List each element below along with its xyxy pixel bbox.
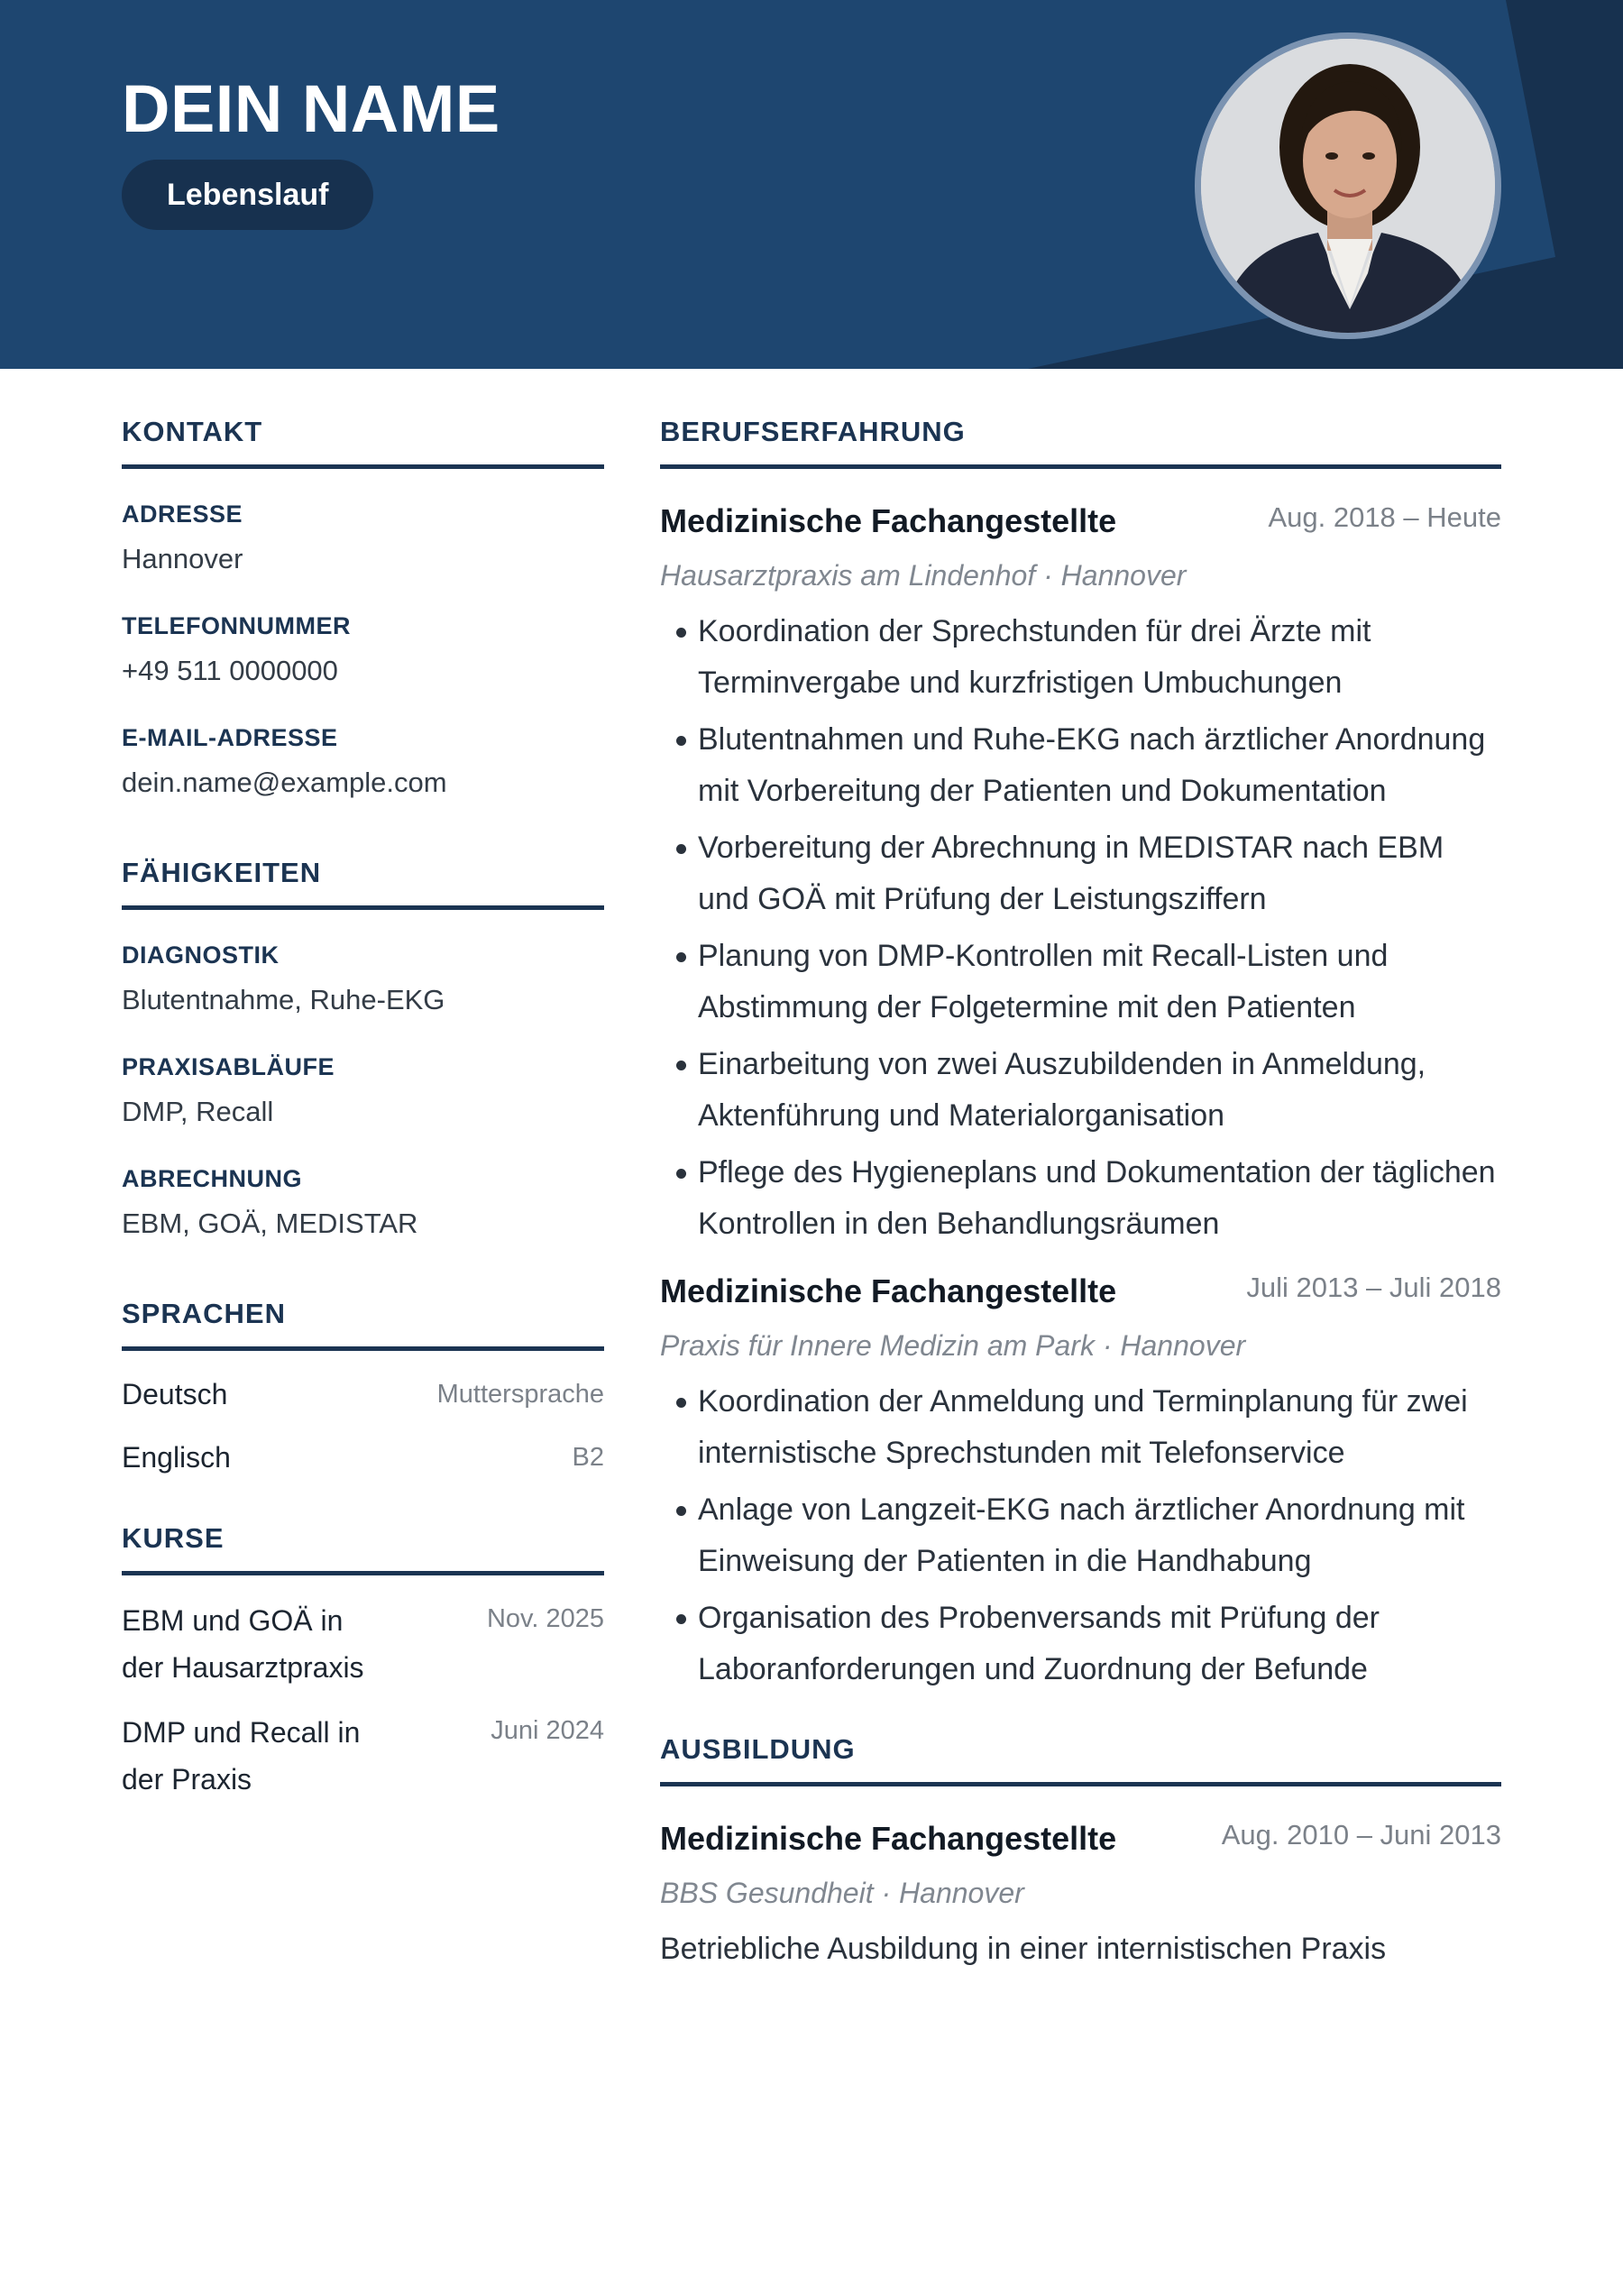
job-entry [660,1266,1501,1695]
job-bullet: Organisation des Probenversands mit Prüfung der Laboranforderungen und Zuordnung der Befunde [660,1593,1501,1695]
skill-value: EBM, GOÄ, MEDISTAR [122,1208,418,1239]
education-section-title: AUSBILDUNG [660,1728,1501,1786]
job-entry [660,496,1501,1250]
experience-section-title: BERUFSERFAHRUNG [660,410,1501,469]
phone-label: TELEFONNUMMER [122,612,351,639]
email-value: dein.name@example.com [122,767,447,798]
skill-value: Blutentnahme, Ruhe-EKG [122,984,445,1015]
job-bullet: Pflege des Hygieneplans und Dokumentation der täglichen Kontrollen in den Behandlungsräumen [660,1147,1501,1250]
language-row [122,1373,604,1416]
experience-section [660,410,1501,1695]
language-level: Muttersprache [436,1380,604,1409]
education-section [660,1728,1501,1975]
job-header [660,1266,1501,1317]
language-name: Deutsch [122,1378,228,1410]
profile-photo [1195,32,1501,339]
skill-label: PRAXISABLÄUFE [122,1053,335,1080]
education-description: Betriebliche Ausbildung in einer internistischen Praxis [660,1932,1387,1966]
skill-label: ABRECHNUNG [122,1165,302,1192]
skill-value: DMP, Recall [122,1096,274,1127]
course-row [122,1709,604,1803]
skills-section [122,851,604,1245]
address-label: ADRESSE [122,501,243,528]
job-header [660,496,1501,546]
contact-section [122,410,604,804]
job-bullet: Koordination der Anmeldung und Terminplanung für zwei internistische Sprechstunden mit Telefonservice [660,1376,1501,1479]
job-employer: Hausarztpraxis am Lindenhof · Hannover [660,559,1187,592]
job-title: Medizinische Fachangestellte [660,502,1117,539]
course-name: EBM und GOÄ in der Hausarztpraxis [122,1604,364,1684]
skills-section-title: FÄHIGKEITEN [122,851,604,910]
phone-value: +49 511 0000000 [122,655,338,686]
job-bullet: Anlage von Langzeit-EKG nach ärztlicher Anordnung mit Einweisung der Patienten in die Handhabung [660,1484,1501,1587]
job-date: Juli 2013 – Juli 2018 [1246,1272,1501,1303]
job-bullet-list [660,1376,1501,1695]
right-column [660,410,1501,1975]
education-date: Aug. 2010 – Juni 2013 [1221,1819,1501,1851]
education-entry [660,1814,1501,1975]
education-title: Medizinische Fachangestellte [660,1820,1117,1857]
document-type-badge: Lebenslauf [122,160,373,230]
job-title: Medizinische Fachangestellte [660,1272,1117,1309]
resume-header [0,0,1623,369]
course-row [122,1597,604,1691]
courses-section-title: KURSE [122,1517,604,1575]
address-value: Hannover [122,543,243,574]
job-bullet: Vorbereitung der Abrechnung in MEDISTAR nach EBM und GOÄ mit Prüfung der Leistungsziffern [660,822,1501,925]
job-bullet: Koordination der Sprechstunden für drei Ärzte mit Terminvergabe und kurzfristigen Umbuchungen [660,606,1501,709]
job-bullet: Einarbeitung von zwei Auszubildenden in Anmeldung, Aktenführung und Materialorganisation [660,1039,1501,1142]
education-header [660,1814,1501,1864]
job-date: Aug. 2018 – Heute [1268,501,1501,533]
job-bullet-list [660,606,1501,1250]
course-date: Nov. 2025 [486,1604,604,1633]
job-employer: Praxis für Innere Medizin am Park · Hannover [660,1329,1246,1362]
course-date: Juni 2024 [491,1716,604,1745]
skill-label: DIAGNOSTIK [122,941,280,969]
courses-section [122,1517,604,1803]
language-level: B2 [572,1443,604,1472]
education-institution: BBS Gesundheit · Hannover [660,1877,1024,1909]
person-name: DEIN NAME [122,71,500,146]
language-name: Englisch [122,1441,231,1474]
course-name: DMP und Recall in der Praxis [122,1716,361,1795]
contact-section-title: KONTAKT [122,410,604,469]
job-bullet: Blutentnahmen und Ruhe-EKG nach ärztlicher Anordnung mit Vorbereitung der Patienten und Dokumentation [660,714,1501,817]
languages-section [122,1292,604,1479]
language-row [122,1436,604,1479]
email-label: E-MAIL-ADRESSE [122,724,338,751]
portrait-illustration [1201,39,1495,333]
languages-section-title: SPRACHEN [122,1292,604,1351]
job-bullet: Planung von DMP-Kontrollen mit Recall-Listen und Abstimmung der Folgetermine mit den Patienten [660,931,1501,1033]
left-column [122,410,604,1803]
